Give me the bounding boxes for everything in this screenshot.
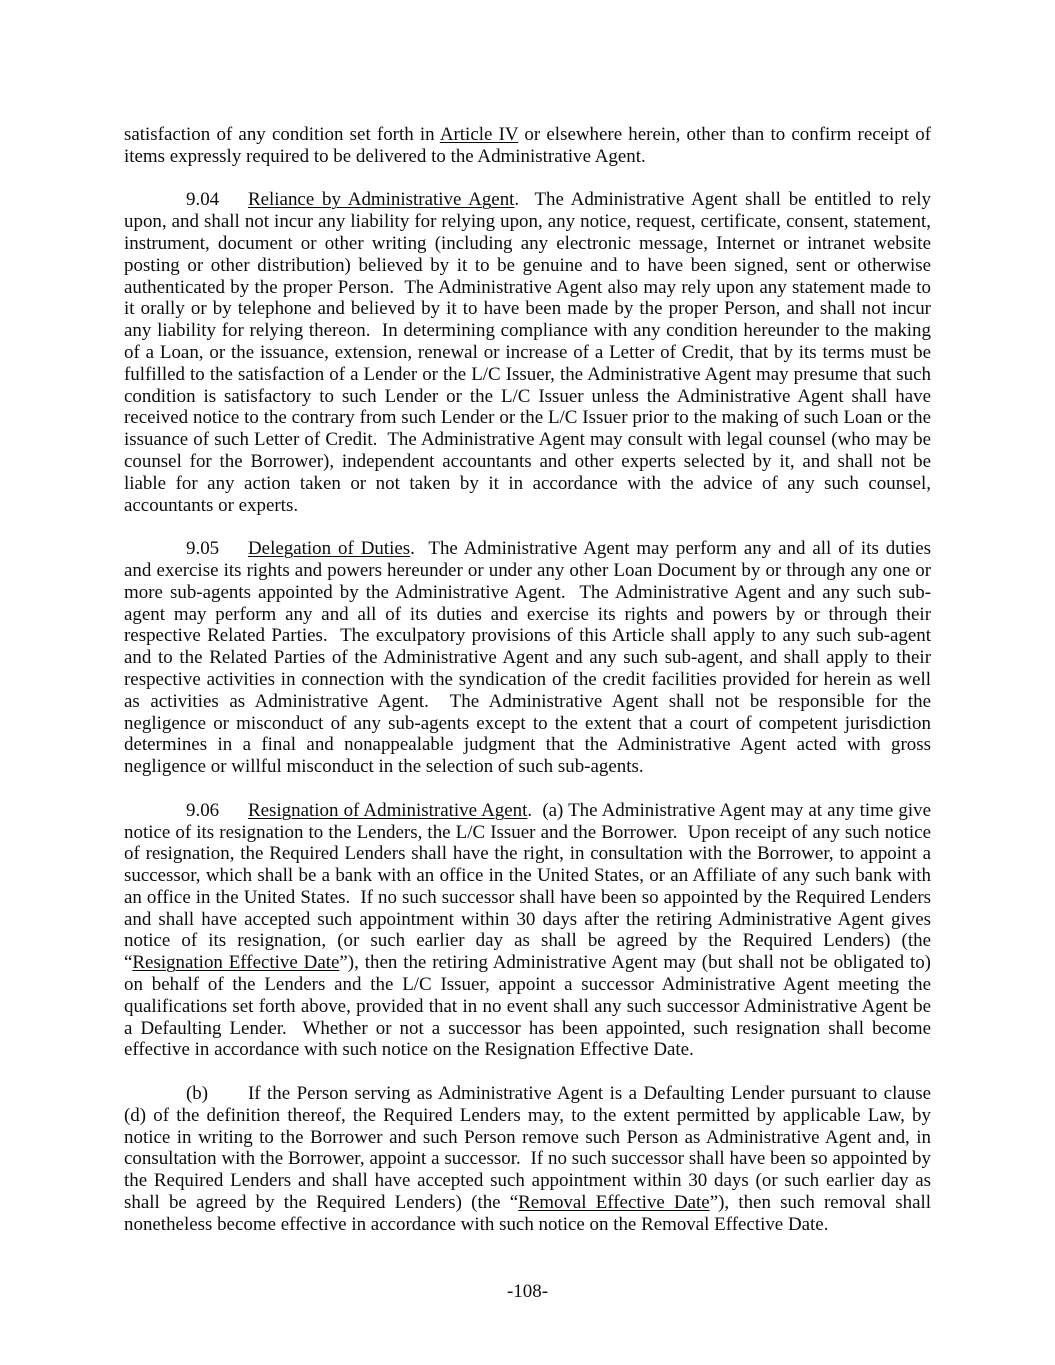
article-reference: Article IV — [439, 124, 519, 145]
clause-number: (b) — [186, 1083, 209, 1105]
section-9-05 — [124, 538, 936, 778]
section-9-06 — [124, 799, 936, 1062]
paragraph-text: satisfaction of any condition set forth in — [124, 124, 440, 145]
section-body: ”), then such removal shall nonetheless become effective in accordance with such notice on the Removal Effective Date. — [124, 1192, 936, 1235]
section-body: . The Administrative Agent may perform any and all of its duties and exercise its rights and powers hereunder or under any other Loan Document by or through any one or more sub-agents appointed by the Administrative Agent. The Administrative Agent and any such sub-agent may perform any and all of its duties and exercise its rights and powers by or through their respective Related Parties. The exculpatory provisions of this Article shall apply to any such sub-agent and to the Related Parties of the Administrative Agent and any such sub-agent, and shall apply to their respective activities in connection with the syndication of the credit facilities provided for herein as well as activities as Administrative Agent. The Administrative Agent shall not be responsible for the negligence or misconduct of any sub-agents except to the extent that a court of competent jurisdiction determines in a final and nonappealable judgment that the Administrative Agent acted with gross negligence or willful misconduct in the selection of such sub-agents. — [124, 538, 936, 778]
section-body: ”), then the retiring Administrative Agent may (but shall not be obligated to) on behalf of the Lenders and the L/C Issuer, appoint a successor Administrative Agent meeting the qualifications set forth above, provided that in no event shall any such successor Administrative Agent be a Defaulting Lender. Whether or not a successor has been appointed, such resignation shall become effective in accordance with such notice on the Resignation Effective Date. — [124, 952, 936, 1061]
page-number: -108- — [506, 1281, 549, 1302]
continuation-paragraph — [124, 124, 936, 168]
section-body: . The Administrative Agent shall be entitled to rely upon, and shall not incur any liability for relying upon, any notice, request, certificate, consent, statement, instrument, document or other writing (including any electronic message, Internet or intranet website posting or other distribution) believed by it to be genuine and to have been signed, sent or otherwise authenticated by the proper Person. The Administrative Agent also may rely upon any statement made to it orally or by telephone and believed by it to have been made by the proper Person, and shall not incur any liability for relying thereon. In determining compliance with any condition hereunder to the making of a Loan, or the issuance, extension, renewal or increase of a Letter of Credit, that by its terms must be fulfilled to the satisfaction of a Lender or the L/C Issuer, the Administrative Agent may presume that such condition is satisfactory to such Lender or the L/C Issuer unless the Administrative Agent shall have received notice to the contrary from such Lender or the L/C Issuer prior to the making of such Loan or the issuance of such Letter of Credit. The Administrative Agent may consult with legal counsel (who may be counsel for the Borrower), independent accountants and other experts selected by it, and shall not be liable for any action taken or not taken by it in accordance with the advice of any such counsel, accountants or experts. — [124, 189, 936, 516]
defined-term: Resignation Effective Date — [132, 952, 340, 974]
section-body: . (a) The Administrative Agent may at any time give notice of its resignation to the Lenders, the L/C Issuer and the Borrower. Upon receipt of any such notice of resignation, the Required Lenders shall have the right, in consultation with the Borrower, to appoint a successor, which shall be a bank with an office in the United States, or an Affiliate of any such bank with an office in the United States. If no such successor shall have been so appointed by the Required Lenders and shall have accepted such appointment within 30 days after the retiring Administrative Agent gives notice of its resignation, (or such earlier day as shall be agreed by the Required Lenders) (the “ — [124, 799, 936, 974]
section-body: If the Person serving as Administrative Agent is a Defaulting Lender pursuant to clause (d) of the definition thereof, the Required Lenders may, to the extent permitted by applicable Law, by notice in writing to the Borrower and such Person remove such Person as Administrative Agent and, in consultation with the Borrower, appoint a successor. If no such successor shall have been so appointed by the Required Lenders and shall have accepted such appointment within 30 days (or such earlier day as shall be agreed by the Required Lenders) (the “ — [124, 1083, 936, 1214]
section-heading: Delegation of Duties — [248, 538, 411, 560]
section-9-04 — [124, 189, 936, 516]
defined-term: Removal Effective Date — [518, 1192, 710, 1214]
section-number: 9.05 — [186, 538, 220, 560]
body-text — [124, 124, 936, 1257]
section-number: 9.06 — [186, 799, 220, 821]
section-heading: Reliance by Administrative Agent — [248, 189, 515, 211]
section-number: 9.04 — [186, 189, 220, 211]
paragraph-text: or elsewhere herein, other than to confirm receipt of items expressly required to be delivered to the Administrative Agent. — [124, 124, 936, 167]
section-9-06-b — [124, 1083, 936, 1236]
section-heading: Resignation of Administrative Agent — [248, 799, 528, 821]
